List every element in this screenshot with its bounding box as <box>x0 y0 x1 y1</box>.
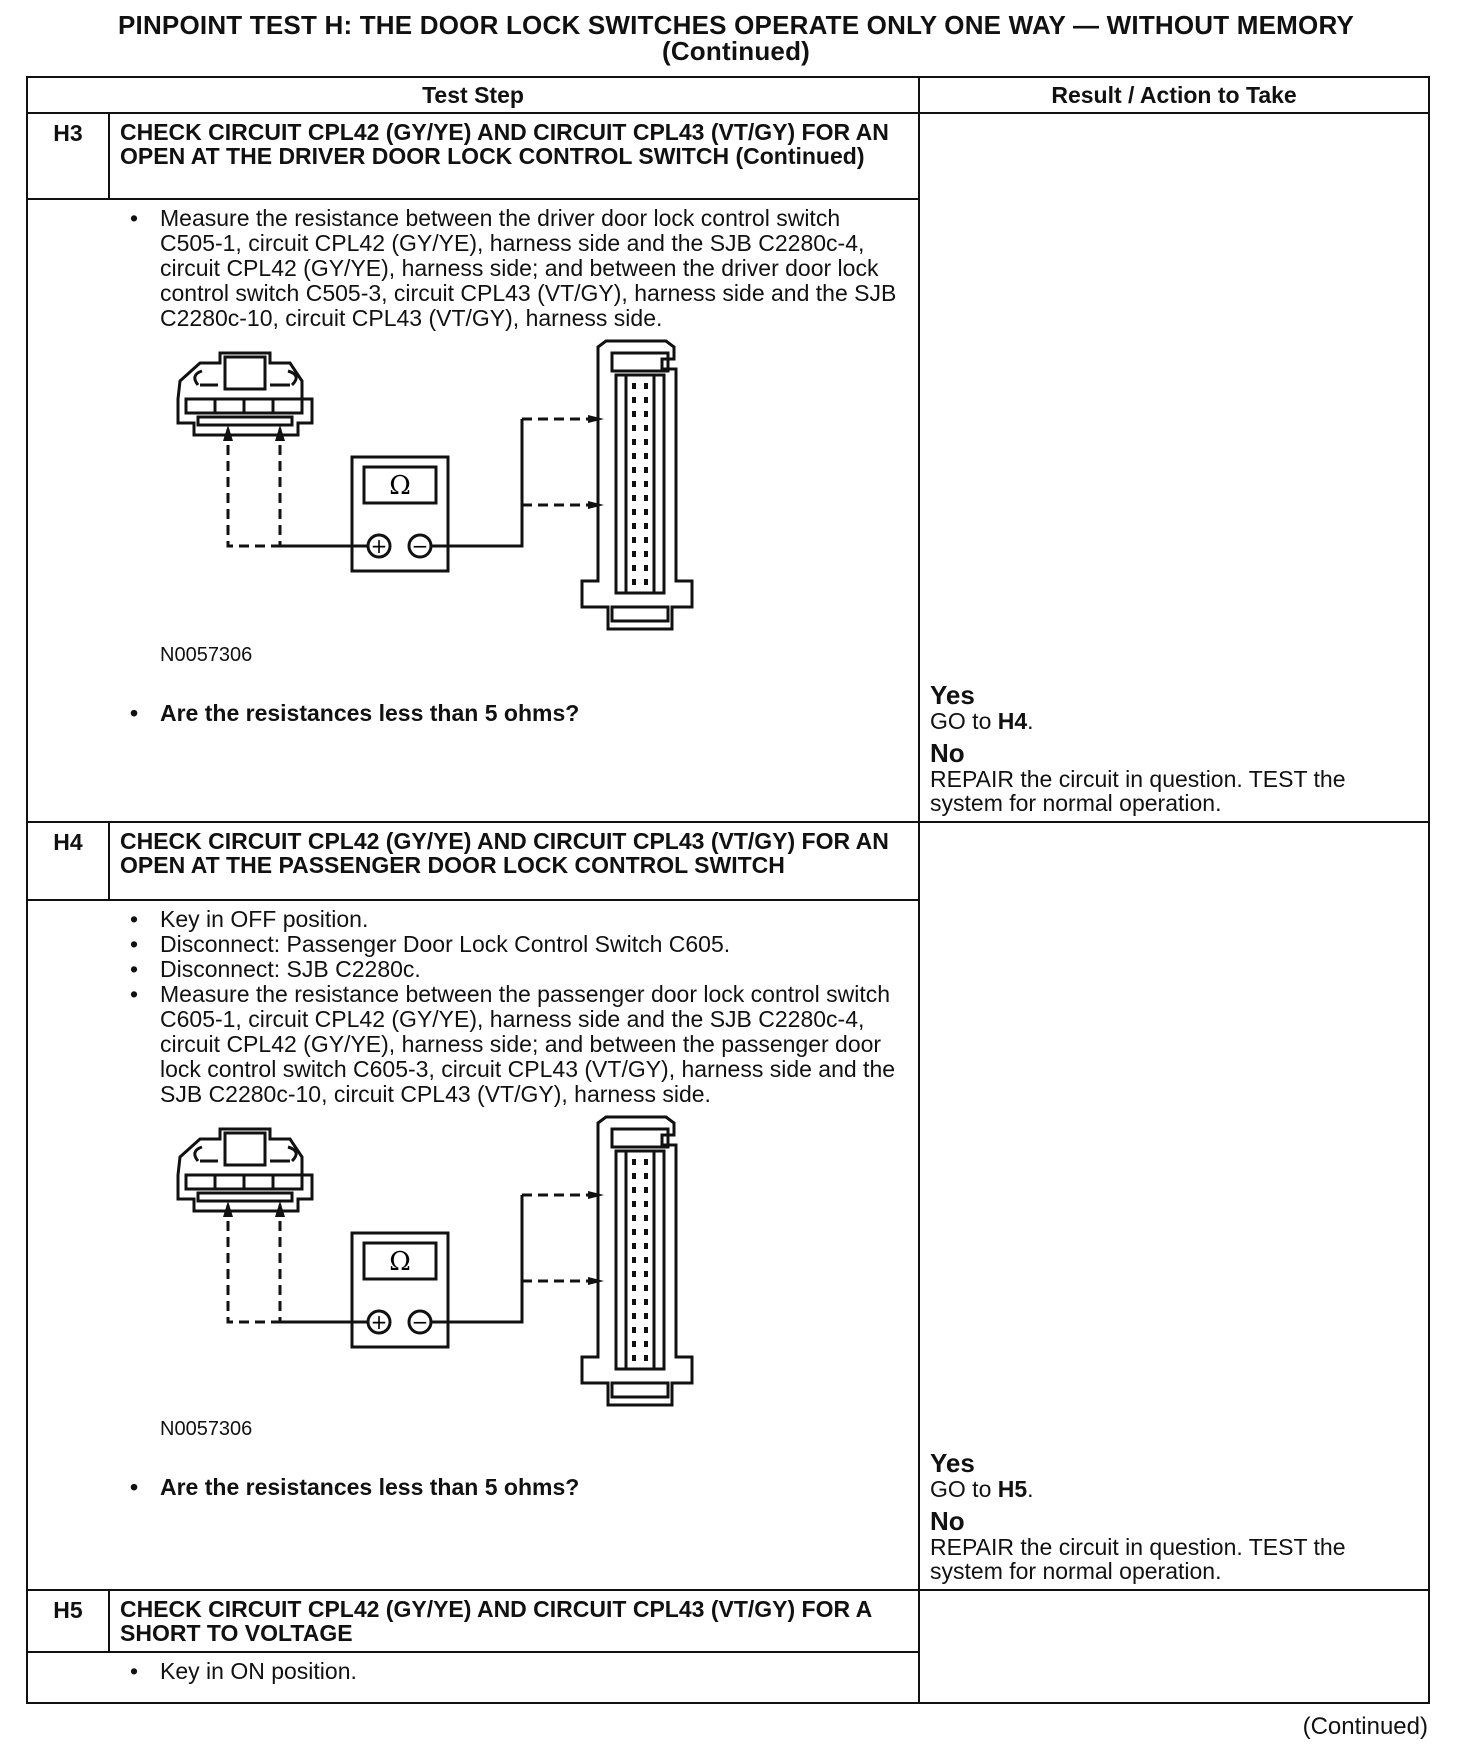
list-item: • Are the resistances less than 5 ohms? <box>120 701 908 726</box>
step-h3-title: CHECK CIRCUIT CPL42 (GY/YE) AND CIRCUIT CPL43 (VT/GY) FOR AN OPEN AT THE DRIVER DOOR LOCK CONTROL SWITCH (Continued) <box>109 113 919 199</box>
sjb-connector-icon <box>582 1117 692 1405</box>
step-h3-yes-prefix: GO to <box>930 708 998 734</box>
step-h4-title: CHECK CIRCUIT CPL42 (GY/YE) AND CIRCUIT CPL43 (VT/GY) FOR AN OPEN AT THE PASSENGER DOOR LOCK CONTROL SWITCH <box>109 822 919 900</box>
continued-label: (Continued) <box>1302 1713 1428 1740</box>
step-h3-no-label: No <box>930 738 965 768</box>
list-item: • Disconnect: SJB C2280c. <box>120 957 908 982</box>
wiring-diagram-h4 <box>120 1107 820 1475</box>
list-item: • Measure the resistance between the passenger door lock control switch C605-1, circuit CPL42 (GY/YE), harness side and the SJB C2280c-4, circuit CPL42 (GY/YE), harness side; and between the passenger door lock control switch C605-3, circuit CPL43 (VT/GY), harness side and the SJB C2280c-10, circuit CPL43 (VT/GY), harness side. <box>120 982 908 1107</box>
minus-terminal-label: − <box>411 534 429 558</box>
step-h4-yes-label: Yes <box>930 1448 975 1478</box>
step-h3-yes-label: Yes <box>930 680 975 710</box>
step-h4-no-action: REPAIR the circuit in question. TEST the system for normal operation. <box>930 1534 1346 1584</box>
list-item: • Measure the resistance between the driver door lock control switch C505-1, circuit CPL42 (GY/YE), harness side and the SJB C2280c-4, circuit CPL42 (GY/YE), harness side; and between the driver door lock control switch C505-3, circuit CPL43 (VT/GY), harness side and the SJB C2280c-10, circuit CPL43 (VT/GY), harness side. <box>120 206 908 331</box>
sjb-connector-icon <box>582 341 692 629</box>
step-h3-bullets <box>120 206 908 331</box>
step-h5-body <box>27 1652 919 1703</box>
sjb-pin-grid-icon <box>632 1159 648 1361</box>
list-item: • Are the resistances less than 5 ohms? <box>120 1475 908 1500</box>
plus-terminal-label: + <box>370 534 388 558</box>
step-h4-id: H4 <box>27 822 109 900</box>
step-h3-yes-target: H4 <box>997 708 1028 734</box>
step-h3-body <box>27 199 919 822</box>
step-h3-result <box>919 113 1429 822</box>
door-switch-connector-icon <box>178 353 312 435</box>
step-h4-question <box>120 1475 908 1500</box>
column-header-test-step: Test Step <box>27 77 919 113</box>
minus-terminal-label: − <box>411 1310 429 1334</box>
step-h3-question <box>120 701 908 726</box>
door-switch-connector-icon <box>178 1129 312 1211</box>
wiring-diagram-h3 <box>120 331 820 701</box>
pinpoint-test-table <box>26 76 1430 1704</box>
step-h4-result <box>919 822 1429 1590</box>
step-h5-title-row <box>27 1590 1429 1652</box>
step-h3-yes-action: GO to H4. <box>930 708 1034 734</box>
plus-terminal-label: + <box>370 1310 388 1334</box>
step-h4-yes-prefix: GO to <box>930 1476 998 1502</box>
list-item: • Disconnect: Passenger Door Lock Control Switch C605. <box>120 932 908 957</box>
step-h3-title-row <box>27 113 1429 199</box>
ohm-symbol: Ω <box>389 1247 411 1277</box>
figure-id: N0057306 <box>160 1418 253 1440</box>
step-h4-no-label: No <box>930 1506 965 1536</box>
step-h4-result-block <box>930 1449 1418 1583</box>
list-item: • Key in OFF position. <box>120 907 908 932</box>
step-h5-id: H5 <box>27 1590 109 1652</box>
ohm-symbol: Ω <box>389 471 411 501</box>
page-subtitle: (Continued) <box>661 36 811 66</box>
step-h4-yes-target: H5 <box>997 1476 1028 1502</box>
page-title: PINPOINT TEST H: THE DOOR LOCK SWITCHES OPERATE ONLY ONE WAY — WITHOUT MEMORY <box>117 10 1355 40</box>
step-h4-body <box>27 900 919 1590</box>
step-h3-no-action: REPAIR the circuit in question. TEST the system for normal operation. <box>930 766 1346 816</box>
step-h4-title-row <box>27 822 1429 900</box>
step-h4-yes-action: GO to H5. <box>930 1476 1034 1502</box>
figure-id: N0057306 <box>160 644 253 666</box>
step-h3-id: H3 <box>27 113 109 199</box>
list-item: • Key in ON position. <box>120 1659 908 1684</box>
step-h5-title: CHECK CIRCUIT CPL42 (GY/YE) AND CIRCUIT CPL43 (VT/GY) FOR A SHORT TO VOLTAGE <box>109 1590 919 1652</box>
step-h3-result-block <box>930 681 1418 815</box>
step-h4-bullets <box>120 907 908 1107</box>
sjb-pin-grid-icon <box>632 383 648 585</box>
column-header-result: Result / Action to Take <box>919 77 1429 113</box>
step-h5-bullets <box>120 1659 908 1684</box>
table-header-row <box>27 77 1429 113</box>
step-h5-result <box>919 1590 1429 1703</box>
